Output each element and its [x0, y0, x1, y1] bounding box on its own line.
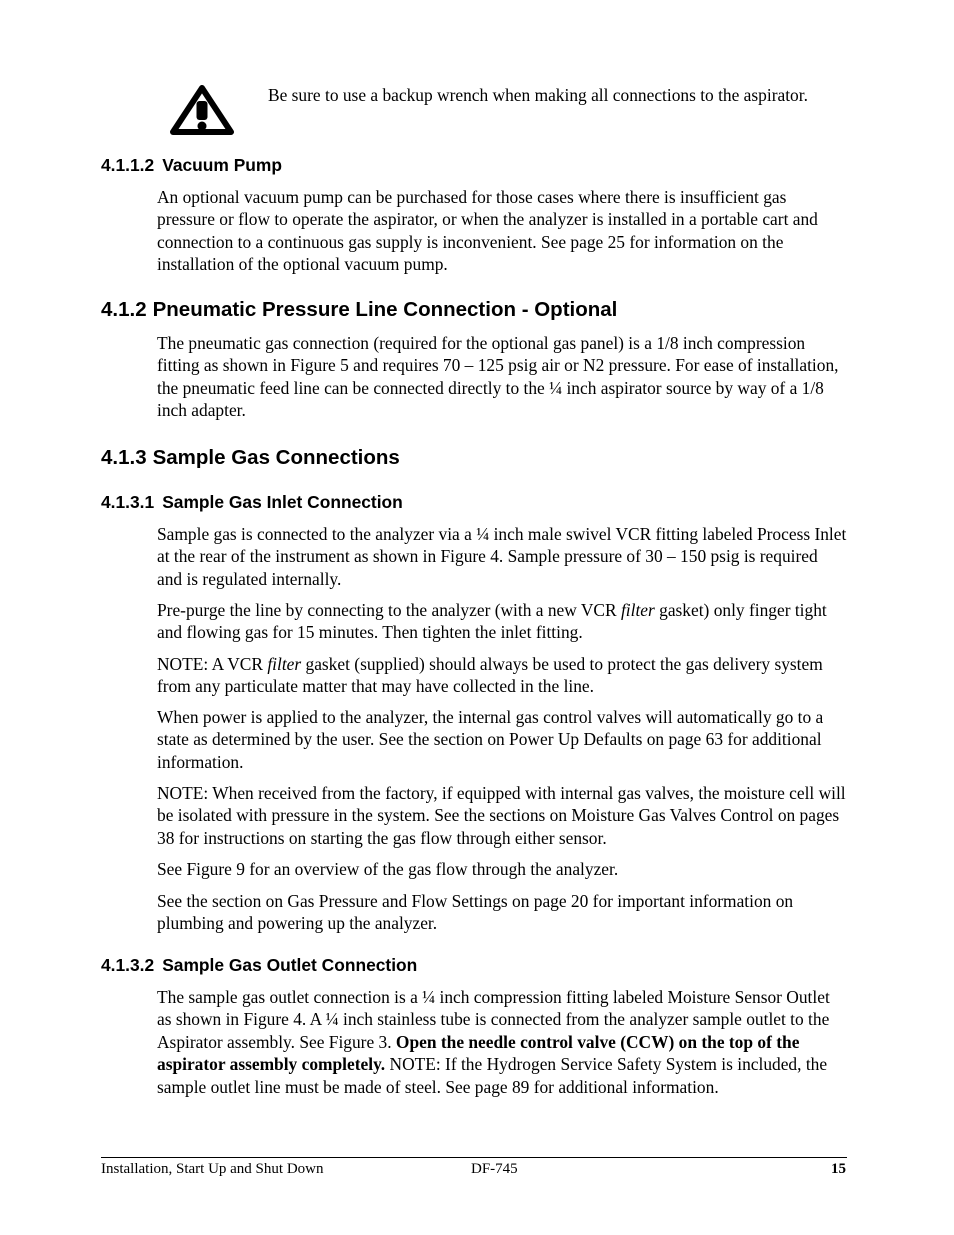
footer-doc-id: DF-745: [471, 1161, 518, 1177]
section-number: 4.1.3.2: [101, 955, 155, 975]
section-title: Sample Gas Outlet Connection: [162, 955, 418, 975]
section-title: Pneumatic Pressure Line Connection - Optional: [152, 298, 618, 321]
inlet-paragraph-5: NOTE: When received from the factory, if equipped with internal gas valves, the moisture cell will be isolated with pressure in the system. See the sections on Moisture Gas Valves Control on pages 38 for instructions on starting the gas flow through either sensor.: [157, 783, 846, 848]
section-number: 4.1.3.1: [101, 492, 155, 512]
section-number: 4.1.3: [101, 446, 147, 469]
inlet-paragraph-3: [157, 653, 847, 698]
inlet-paragraph-2: [157, 599, 847, 644]
footer-page-number: 15: [831, 1161, 846, 1177]
inlet-paragraph-4: When power is applied to the analyzer, the internal gas control valves will automatically go to a state as determined by the user. See the section on Power Up Defaults on page 63 for additional information.: [157, 707, 824, 772]
vacuum-pump-paragraph: An optional vacuum pump can be purchased for those cases where there is insufficient gas pressure or flow to operate the aspirator, or when the analyzer is installed in a portable cart and connection to a continuous gas supply is inconvenient. See page 25 for information on the installation of the optional vacuum pump.: [157, 187, 818, 275]
warning-triangle-icon: [169, 84, 235, 136]
text-run: NOTE: A VCR: [157, 654, 268, 674]
inlet-paragraph-6: See Figure 9 for an overview of the gas flow through the analyzer.: [157, 859, 619, 879]
emphasis-filter: filter: [267, 654, 302, 674]
outlet-paragraph: [157, 986, 847, 1098]
heading-vacuum-pump: [101, 155, 282, 175]
heading-pneumatic-pressure: [101, 298, 617, 322]
section-title: Sample Gas Connections: [152, 446, 400, 469]
text-run: gasket) only finger tight and flowing gas for 15 minutes. Then tighten the inlet fitting.: [157, 600, 827, 643]
heading-sample-gas-outlet: [101, 955, 417, 975]
inlet-paragraph-7: See the section on Gas Pressure and Flow Settings on page 20 for important information on plumbing and powering up the analyzer.: [157, 891, 794, 934]
text-run: NOTE: If the Hydrogen Service Safety System is included, the sample outlet line must be made of steel. See page 89 for additional information.: [157, 1054, 828, 1097]
text-run: Pre-purge the line by connecting to the analyzer (with a new VCR: [157, 600, 621, 620]
inlet-paragraph-1: Sample gas is connected to the analyzer via a ¼ inch male swivel VCR fitting labeled Process Inlet at the rear of the instrument as shown in Figure 4. Sample pressure of 30 – 150 psig is required and is regulated internally.: [157, 524, 847, 589]
section-number: 4.1.2: [101, 298, 147, 321]
section-title: Sample Gas Inlet Connection: [162, 492, 403, 512]
footer-chapter: Installation, Start Up and Shut Down: [101, 1161, 324, 1177]
pneumatic-paragraph: The pneumatic gas connection (required for the optional gas panel) is a 1/8 inch compression fitting as shown in Figure 5 and requires 70 – 125 psig air or N2 pressure. For ease of installation, the pneumatic feed line can be connected directly to the ¼ inch aspirator source by way of a 1/8 inch adapter.: [157, 333, 839, 421]
section-title: Vacuum Pump: [162, 155, 283, 175]
heading-sample-gas-connections: [101, 446, 400, 470]
section-number: 4.1.1.2: [101, 155, 155, 175]
text-run: gasket (supplied) should always be used to protect the gas delivery system from any particulate matter that may have collected in the line.: [157, 654, 823, 697]
footer-divider: [101, 1157, 847, 1158]
text-run: The sample gas outlet connection is a ¼ inch compression fitting labeled Moisture Sensor Outlet as shown in Figure 4. A ¼ inch stainless tube is connected from the analyzer sample outlet to the Aspirator assembly. See Figure 3.: [157, 987, 830, 1052]
emphasis-filter: filter: [620, 600, 655, 620]
heading-sample-gas-inlet: [101, 492, 403, 512]
bold-instruction: Open the needle control valve (CCW) on the top of the aspirator assembly completely.: [157, 1031, 800, 1075]
warning-text: Be sure to use a backup wrench when making all connections to the aspirator.: [268, 85, 808, 105]
